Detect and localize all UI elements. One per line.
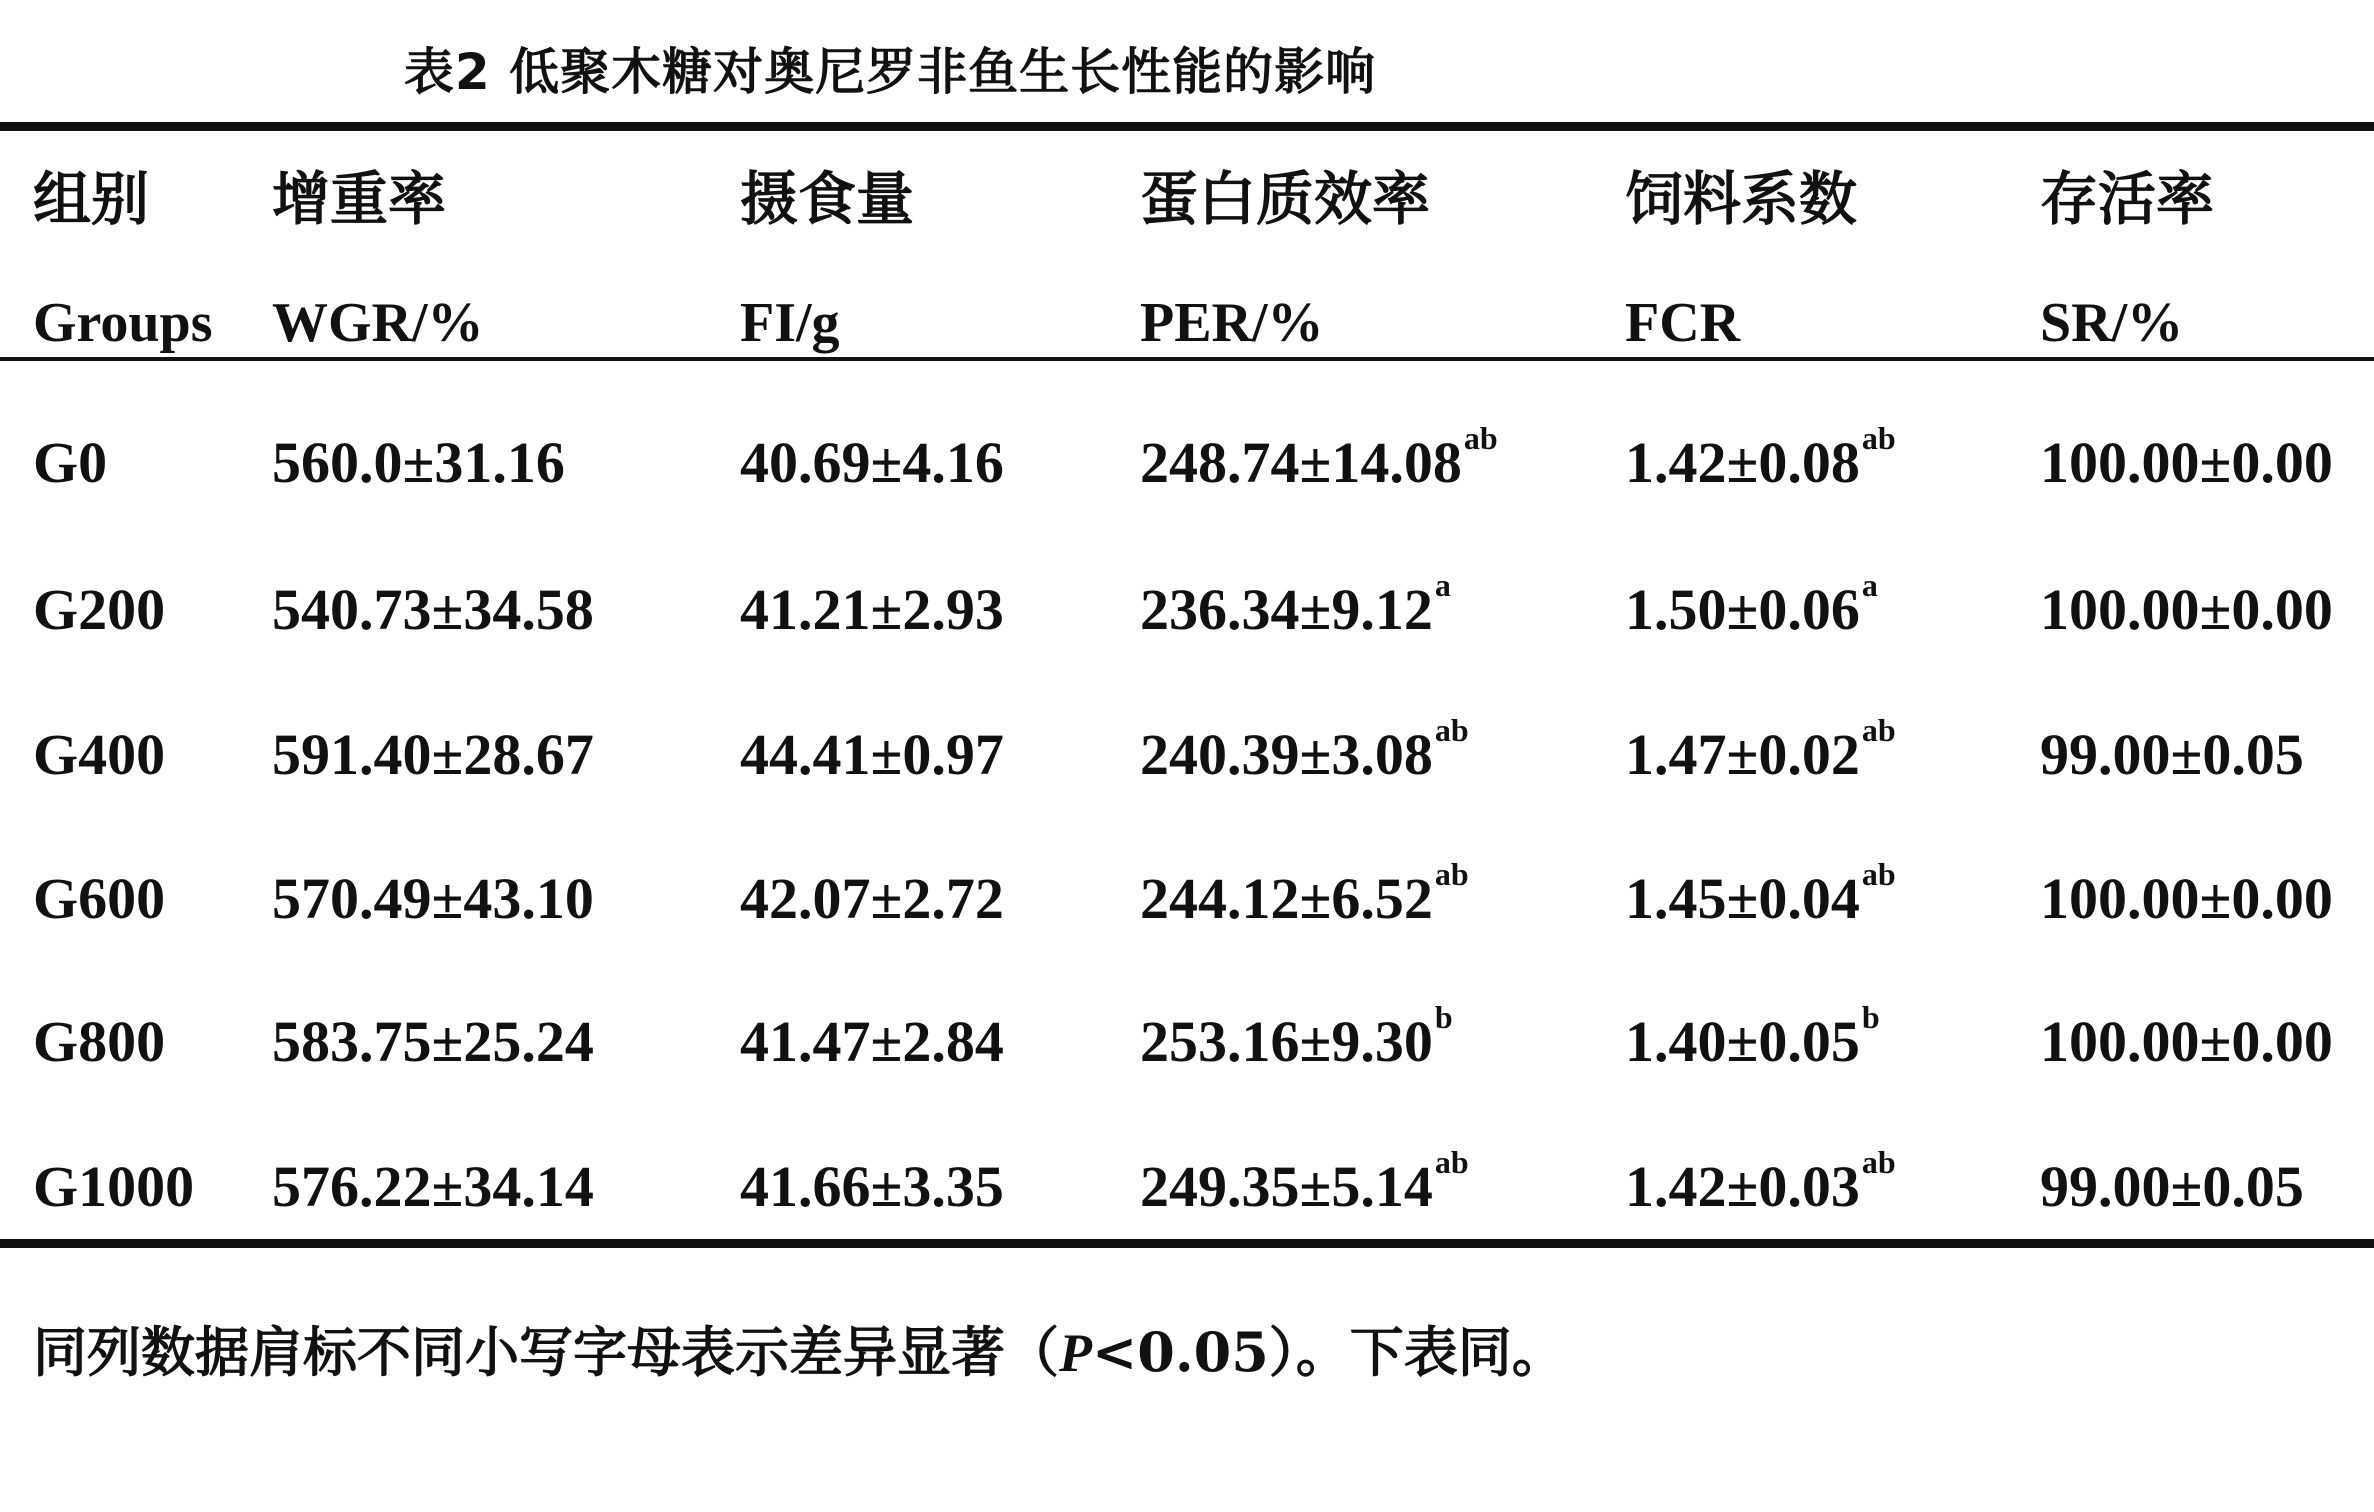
cell-sr: 100.00±0.00 — [2040, 866, 2333, 931]
header-zh-fcr: 饲料系数 — [1625, 165, 1858, 233]
header-en-fcr: FCR — [1625, 292, 1741, 354]
cell-fcr — [1625, 567, 1878, 642]
cell-per-superscript: b — [1434, 999, 1453, 1035]
cell-per-superscript: ab — [1463, 420, 1498, 456]
cell-fi: 41.66±3.35 — [740, 1154, 1004, 1219]
cell-fcr-superscript: a — [1861, 567, 1878, 603]
cell-fcr-superscript: ab — [1861, 856, 1896, 892]
cell-fi: 41.21±2.93 — [740, 577, 1004, 642]
cell-fcr-superscript: b — [1861, 999, 1880, 1035]
cell-sr: 100.00±0.00 — [2040, 577, 2333, 642]
cell-fcr — [1625, 420, 1896, 495]
header-en-wgr: WGR/% — [272, 292, 484, 354]
footnote-text-end: <0.05）。下表同。 — [1092, 1320, 1566, 1384]
cell-per — [1140, 712, 1469, 787]
cell-per — [1140, 1144, 1469, 1219]
header-en-sr: SR/% — [2040, 292, 2184, 354]
header-zh-per: 蛋白质效率 — [1140, 165, 1431, 233]
cell-per-value: 240.39±3.08 — [1140, 722, 1433, 787]
table-footnote — [33, 1310, 1566, 1387]
cell-wgr: 570.49±43.10 — [272, 866, 594, 931]
cell-fcr-value: 1.42±0.08 — [1625, 430, 1860, 495]
cell-group: G1000 — [33, 1154, 195, 1219]
header-en-fi: FI/g — [740, 292, 840, 354]
cell-per-superscript: a — [1434, 567, 1451, 603]
cell-sr: 100.00±0.00 — [2040, 430, 2333, 495]
cell-sr: 100.00±0.00 — [2040, 1009, 2333, 1074]
cell-per — [1140, 567, 1451, 642]
cell-group: G200 — [33, 577, 166, 642]
cell-fcr — [1625, 712, 1896, 787]
header-en-groups: Groups — [33, 292, 213, 354]
cell-fcr — [1625, 1144, 1896, 1219]
cell-wgr: 583.75±25.24 — [272, 1009, 594, 1074]
bottom-rule — [0, 1239, 2374, 1248]
cell-per-superscript: ab — [1434, 712, 1469, 748]
cell-per — [1140, 856, 1469, 931]
cell-fcr-value: 1.40±0.05 — [1625, 1009, 1860, 1074]
cell-wgr: 540.73±34.58 — [272, 577, 594, 642]
header-zh-wgr: 增重率 — [272, 165, 447, 233]
cell-group: G400 — [33, 722, 166, 787]
cell-per-superscript: ab — [1434, 1144, 1469, 1180]
cell-wgr: 576.22±34.14 — [272, 1154, 594, 1219]
cell-per-value: 236.34±9.12 — [1140, 577, 1433, 642]
cell-per-value: 248.74±14.08 — [1140, 430, 1462, 495]
top-rule — [0, 122, 2374, 131]
cell-group: G800 — [33, 1009, 166, 1074]
header-zh-fi: 摄食量 — [740, 165, 915, 233]
cell-sr: 99.00±0.05 — [2040, 722, 2304, 787]
header-en-per: PER/% — [1140, 292, 1324, 354]
cell-per — [1140, 420, 1498, 495]
footnote-text-start: 同列数据肩标不同小写字母表示差异显著（ — [33, 1320, 1059, 1384]
cell-wgr: 560.0±31.16 — [272, 430, 565, 495]
cell-fi: 41.47±2.84 — [740, 1009, 1004, 1074]
cell-group: G600 — [33, 866, 166, 931]
cell-fcr — [1625, 856, 1896, 931]
cell-fcr — [1625, 999, 1880, 1074]
cell-fi: 40.69±4.16 — [740, 430, 1004, 495]
cell-per-superscript: ab — [1434, 856, 1469, 892]
cell-fcr-value: 1.50±0.06 — [1625, 577, 1860, 642]
cell-per-value: 253.16±9.30 — [1140, 1009, 1433, 1074]
header-zh-sr: 存活率 — [2040, 165, 2215, 233]
header-rule — [0, 357, 2374, 361]
cell-wgr: 591.40±28.67 — [272, 722, 594, 787]
cell-fi: 44.41±0.97 — [740, 722, 1004, 787]
cell-group: G0 — [33, 430, 108, 495]
cell-fi: 42.07±2.72 — [740, 866, 1004, 931]
header-zh-groups: 组别 — [33, 165, 150, 233]
cell-per-value: 249.35±5.14 — [1140, 1154, 1433, 1219]
cell-fcr-superscript: ab — [1861, 712, 1896, 748]
cell-fcr-superscript: ab — [1861, 1144, 1896, 1180]
cell-fcr-value: 1.42±0.03 — [1625, 1154, 1860, 1219]
cell-per — [1140, 999, 1453, 1074]
cell-fcr-value: 1.45±0.04 — [1625, 866, 1860, 931]
cell-sr: 99.00±0.05 — [2040, 1154, 2304, 1219]
table-title: 表2 低聚木糖对奥尼罗非鱼生长性能的影响 — [403, 43, 1377, 101]
footnote-p-symbol: P — [1059, 1323, 1092, 1383]
cell-per-value: 244.12±6.52 — [1140, 866, 1433, 931]
cell-fcr-value: 1.47±0.02 — [1625, 722, 1860, 787]
cell-fcr-superscript: ab — [1861, 420, 1896, 456]
